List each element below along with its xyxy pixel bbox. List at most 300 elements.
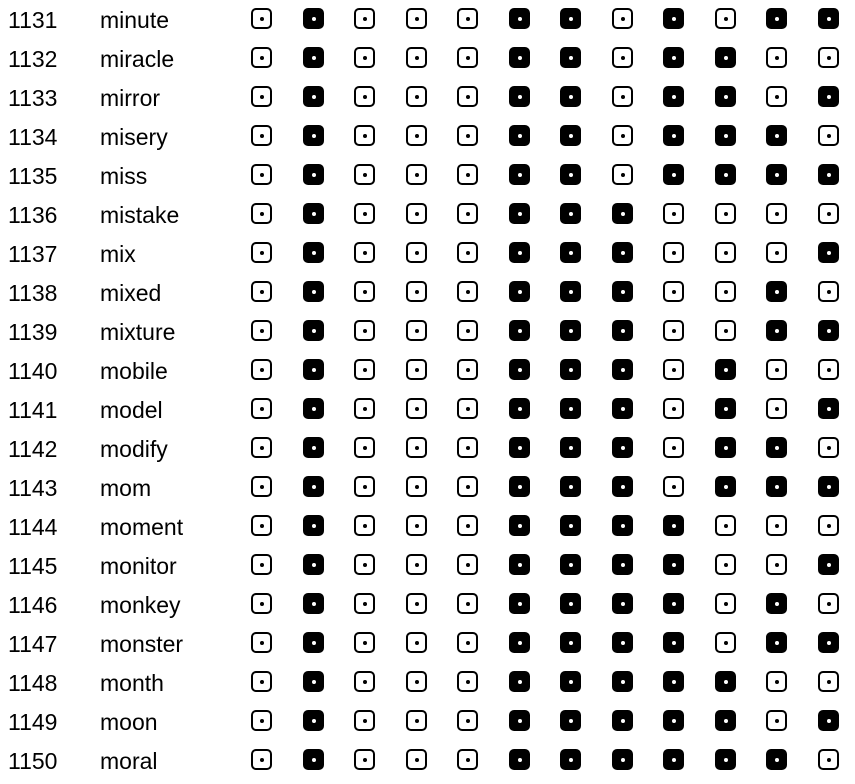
empty-dot-box-icon — [354, 125, 375, 146]
empty-dot-box-icon — [457, 398, 478, 419]
empty-dot-box-icon — [766, 710, 787, 731]
empty-dot-box-icon — [663, 476, 684, 497]
filled-dot-box-icon — [560, 515, 581, 536]
table-row — [0, 706, 855, 745]
row-index: 1132 — [8, 46, 58, 72]
filled-dot-box-icon — [560, 671, 581, 692]
filled-dot-box-icon — [715, 164, 736, 185]
row-index: 1134 — [8, 124, 58, 150]
row-index: 1140 — [8, 358, 58, 384]
empty-dot-box-icon — [766, 398, 787, 419]
filled-dot-box-icon — [612, 398, 633, 419]
table-row — [0, 589, 855, 628]
empty-dot-box-icon — [406, 710, 427, 731]
empty-dot-box-icon — [663, 242, 684, 263]
empty-dot-box-icon — [251, 710, 272, 731]
filled-dot-box-icon — [715, 47, 736, 68]
row-word: mobile — [100, 358, 168, 384]
empty-dot-box-icon — [354, 47, 375, 68]
filled-dot-box-icon — [509, 671, 530, 692]
table-row — [0, 433, 855, 472]
row-word: mom — [100, 475, 152, 501]
empty-dot-box-icon — [766, 242, 787, 263]
filled-dot-box-icon — [818, 554, 839, 575]
empty-dot-box-icon — [715, 515, 736, 536]
filled-dot-box-icon — [509, 164, 530, 185]
empty-dot-box-icon — [457, 632, 478, 653]
filled-dot-box-icon — [715, 671, 736, 692]
filled-dot-box-icon — [560, 749, 581, 770]
empty-dot-box-icon — [354, 398, 375, 419]
empty-dot-box-icon — [612, 86, 633, 107]
row-word: mirror — [100, 85, 161, 111]
empty-dot-box-icon — [715, 320, 736, 341]
row-word: miracle — [100, 46, 175, 72]
empty-dot-box-icon — [354, 632, 375, 653]
empty-dot-box-icon — [612, 47, 633, 68]
filled-dot-box-icon — [818, 710, 839, 731]
table-row — [0, 394, 855, 433]
filled-dot-box-icon — [303, 437, 324, 458]
filled-dot-box-icon — [766, 476, 787, 497]
empty-dot-box-icon — [715, 281, 736, 302]
row-word: model — [100, 397, 163, 423]
filled-dot-box-icon — [303, 320, 324, 341]
empty-dot-box-icon — [406, 671, 427, 692]
row-index: 1150 — [8, 748, 58, 774]
row-index: 1139 — [8, 319, 58, 345]
empty-dot-box-icon — [251, 398, 272, 419]
filled-dot-box-icon — [663, 554, 684, 575]
row-word: mixed — [100, 280, 162, 306]
empty-dot-box-icon — [766, 515, 787, 536]
empty-dot-box-icon — [406, 749, 427, 770]
filled-dot-box-icon — [560, 203, 581, 224]
empty-dot-box-icon — [251, 8, 272, 29]
empty-dot-box-icon — [457, 437, 478, 458]
filled-dot-box-icon — [663, 632, 684, 653]
empty-dot-box-icon — [251, 320, 272, 341]
empty-dot-box-icon — [457, 320, 478, 341]
empty-dot-box-icon — [766, 47, 787, 68]
empty-dot-box-icon — [251, 242, 272, 263]
filled-dot-box-icon — [560, 632, 581, 653]
filled-dot-box-icon — [560, 710, 581, 731]
empty-dot-box-icon — [251, 515, 272, 536]
filled-dot-box-icon — [509, 203, 530, 224]
filled-dot-box-icon — [509, 125, 530, 146]
filled-dot-box-icon — [509, 554, 530, 575]
filled-dot-box-icon — [560, 47, 581, 68]
filled-dot-box-icon — [560, 8, 581, 29]
empty-dot-box-icon — [612, 8, 633, 29]
empty-dot-box-icon — [354, 710, 375, 731]
empty-dot-box-icon — [406, 125, 427, 146]
filled-dot-box-icon — [560, 281, 581, 302]
empty-dot-box-icon — [457, 671, 478, 692]
row-index: 1141 — [8, 397, 58, 423]
empty-dot-box-icon — [251, 632, 272, 653]
empty-dot-box-icon — [457, 125, 478, 146]
filled-dot-box-icon — [663, 671, 684, 692]
empty-dot-box-icon — [406, 398, 427, 419]
empty-dot-box-icon — [663, 437, 684, 458]
empty-dot-box-icon — [354, 242, 375, 263]
filled-dot-box-icon — [612, 593, 633, 614]
filled-dot-box-icon — [612, 281, 633, 302]
filled-dot-box-icon — [715, 398, 736, 419]
empty-dot-box-icon — [457, 8, 478, 29]
filled-dot-box-icon — [303, 8, 324, 29]
filled-dot-box-icon — [715, 476, 736, 497]
filled-dot-box-icon — [509, 749, 530, 770]
row-index: 1143 — [8, 475, 58, 501]
filled-dot-box-icon — [303, 749, 324, 770]
empty-dot-box-icon — [663, 281, 684, 302]
empty-dot-box-icon — [251, 164, 272, 185]
empty-dot-box-icon — [663, 359, 684, 380]
filled-dot-box-icon — [303, 593, 324, 614]
filled-dot-box-icon — [509, 515, 530, 536]
filled-dot-box-icon — [509, 320, 530, 341]
row-word: mixture — [100, 319, 176, 345]
row-index: 1136 — [8, 202, 58, 228]
empty-dot-box-icon — [457, 359, 478, 380]
empty-dot-box-icon — [818, 47, 839, 68]
empty-dot-box-icon — [406, 47, 427, 68]
empty-dot-box-icon — [457, 242, 478, 263]
filled-dot-box-icon — [818, 242, 839, 263]
row-word: misery — [100, 124, 168, 150]
filled-dot-box-icon — [766, 632, 787, 653]
row-word: moral — [100, 748, 158, 774]
row-index: 1145 — [8, 553, 58, 579]
table-row — [0, 238, 855, 277]
filled-dot-box-icon — [663, 86, 684, 107]
empty-dot-box-icon — [354, 164, 375, 185]
filled-dot-box-icon — [612, 320, 633, 341]
empty-dot-box-icon — [251, 437, 272, 458]
empty-dot-box-icon — [354, 203, 375, 224]
filled-dot-box-icon — [612, 359, 633, 380]
empty-dot-box-icon — [612, 125, 633, 146]
filled-dot-box-icon — [612, 554, 633, 575]
filled-dot-box-icon — [560, 359, 581, 380]
filled-dot-box-icon — [509, 593, 530, 614]
filled-dot-box-icon — [818, 398, 839, 419]
empty-dot-box-icon — [612, 164, 633, 185]
filled-dot-box-icon — [303, 86, 324, 107]
empty-dot-box-icon — [457, 164, 478, 185]
filled-dot-box-icon — [766, 8, 787, 29]
empty-dot-box-icon — [251, 86, 272, 107]
table-row — [0, 199, 855, 238]
filled-dot-box-icon — [715, 710, 736, 731]
filled-dot-box-icon — [303, 476, 324, 497]
empty-dot-box-icon — [818, 125, 839, 146]
filled-dot-box-icon — [303, 398, 324, 419]
empty-dot-box-icon — [354, 554, 375, 575]
empty-dot-box-icon — [406, 242, 427, 263]
table-row — [0, 511, 855, 550]
row-index: 1138 — [8, 280, 58, 306]
filled-dot-box-icon — [766, 125, 787, 146]
empty-dot-box-icon — [457, 203, 478, 224]
filled-dot-box-icon — [766, 593, 787, 614]
filled-dot-box-icon — [303, 632, 324, 653]
filled-dot-box-icon — [509, 86, 530, 107]
row-index: 1133 — [8, 85, 58, 111]
filled-dot-box-icon — [560, 164, 581, 185]
empty-dot-box-icon — [406, 86, 427, 107]
empty-dot-box-icon — [715, 554, 736, 575]
filled-dot-box-icon — [766, 749, 787, 770]
empty-dot-box-icon — [766, 554, 787, 575]
empty-dot-box-icon — [715, 8, 736, 29]
empty-dot-box-icon — [715, 632, 736, 653]
empty-dot-box-icon — [818, 359, 839, 380]
empty-dot-box-icon — [354, 749, 375, 770]
empty-dot-box-icon — [715, 242, 736, 263]
empty-dot-box-icon — [818, 515, 839, 536]
row-index: 1147 — [8, 631, 58, 657]
empty-dot-box-icon — [766, 86, 787, 107]
filled-dot-box-icon — [560, 554, 581, 575]
empty-dot-box-icon — [406, 632, 427, 653]
row-index: 1148 — [8, 670, 58, 696]
row-index: 1131 — [8, 7, 58, 33]
row-word: moment — [100, 514, 184, 540]
filled-dot-box-icon — [612, 437, 633, 458]
empty-dot-box-icon — [406, 593, 427, 614]
filled-dot-box-icon — [303, 359, 324, 380]
empty-dot-box-icon — [818, 749, 839, 770]
filled-dot-box-icon — [766, 164, 787, 185]
filled-dot-box-icon — [818, 476, 839, 497]
row-index: 1137 — [8, 241, 58, 267]
filled-dot-box-icon — [560, 476, 581, 497]
empty-dot-box-icon — [251, 47, 272, 68]
table-row — [0, 277, 855, 316]
filled-dot-box-icon — [303, 281, 324, 302]
filled-dot-box-icon — [663, 125, 684, 146]
empty-dot-box-icon — [663, 320, 684, 341]
empty-dot-box-icon — [354, 476, 375, 497]
empty-dot-box-icon — [406, 203, 427, 224]
empty-dot-box-icon — [457, 281, 478, 302]
empty-dot-box-icon — [406, 554, 427, 575]
empty-dot-box-icon — [354, 86, 375, 107]
empty-dot-box-icon — [663, 203, 684, 224]
filled-dot-box-icon — [612, 476, 633, 497]
filled-dot-box-icon — [766, 281, 787, 302]
filled-dot-box-icon — [766, 437, 787, 458]
empty-dot-box-icon — [663, 398, 684, 419]
empty-dot-box-icon — [354, 281, 375, 302]
filled-dot-box-icon — [303, 242, 324, 263]
filled-dot-box-icon — [818, 86, 839, 107]
empty-dot-box-icon — [457, 515, 478, 536]
filled-dot-box-icon — [612, 710, 633, 731]
empty-dot-box-icon — [766, 203, 787, 224]
empty-dot-box-icon — [766, 671, 787, 692]
filled-dot-box-icon — [303, 554, 324, 575]
filled-dot-box-icon — [612, 671, 633, 692]
filled-dot-box-icon — [663, 710, 684, 731]
filled-dot-box-icon — [560, 437, 581, 458]
filled-dot-box-icon — [818, 164, 839, 185]
empty-dot-box-icon — [354, 671, 375, 692]
filled-dot-box-icon — [560, 593, 581, 614]
row-index: 1142 — [8, 436, 58, 462]
empty-dot-box-icon — [818, 437, 839, 458]
filled-dot-box-icon — [715, 125, 736, 146]
empty-dot-box-icon — [457, 476, 478, 497]
row-index: 1135 — [8, 163, 58, 189]
filled-dot-box-icon — [663, 164, 684, 185]
filled-dot-box-icon — [663, 593, 684, 614]
filled-dot-box-icon — [612, 242, 633, 263]
filled-dot-box-icon — [303, 47, 324, 68]
empty-dot-box-icon — [354, 437, 375, 458]
filled-dot-box-icon — [303, 125, 324, 146]
filled-dot-box-icon — [560, 125, 581, 146]
row-word: monster — [100, 631, 184, 657]
empty-dot-box-icon — [251, 749, 272, 770]
row-word: modify — [100, 436, 168, 462]
empty-dot-box-icon — [818, 671, 839, 692]
empty-dot-box-icon — [354, 320, 375, 341]
empty-dot-box-icon — [406, 164, 427, 185]
table-row — [0, 355, 855, 394]
empty-dot-box-icon — [406, 476, 427, 497]
empty-dot-box-icon — [715, 203, 736, 224]
table-row — [0, 628, 855, 667]
filled-dot-box-icon — [509, 8, 530, 29]
empty-dot-box-icon — [354, 593, 375, 614]
empty-dot-box-icon — [818, 593, 839, 614]
empty-dot-box-icon — [406, 320, 427, 341]
filled-dot-box-icon — [303, 164, 324, 185]
filled-dot-box-icon — [715, 359, 736, 380]
row-word: monitor — [100, 553, 177, 579]
empty-dot-box-icon — [457, 554, 478, 575]
empty-dot-box-icon — [251, 554, 272, 575]
row-index: 1149 — [8, 709, 58, 735]
filled-dot-box-icon — [612, 749, 633, 770]
filled-dot-box-icon — [303, 515, 324, 536]
table-row — [0, 316, 855, 355]
filled-dot-box-icon — [303, 671, 324, 692]
table-row — [0, 43, 855, 82]
filled-dot-box-icon — [766, 320, 787, 341]
table-row — [0, 472, 855, 511]
row-word: mistake — [100, 202, 180, 228]
filled-dot-box-icon — [715, 749, 736, 770]
filled-dot-box-icon — [715, 437, 736, 458]
filled-dot-box-icon — [818, 320, 839, 341]
filled-dot-box-icon — [560, 242, 581, 263]
filled-dot-box-icon — [663, 8, 684, 29]
filled-dot-box-icon — [663, 515, 684, 536]
empty-dot-box-icon — [457, 593, 478, 614]
table-row — [0, 121, 855, 160]
table-row — [0, 550, 855, 589]
empty-dot-box-icon — [766, 359, 787, 380]
filled-dot-box-icon — [509, 710, 530, 731]
empty-dot-box-icon — [715, 593, 736, 614]
empty-dot-box-icon — [406, 515, 427, 536]
filled-dot-box-icon — [560, 398, 581, 419]
filled-dot-box-icon — [303, 710, 324, 731]
empty-dot-box-icon — [457, 86, 478, 107]
row-index: 1144 — [8, 514, 58, 540]
filled-dot-box-icon — [663, 749, 684, 770]
empty-dot-box-icon — [457, 710, 478, 731]
filled-dot-box-icon — [818, 632, 839, 653]
empty-dot-box-icon — [251, 281, 272, 302]
row-index: 1146 — [8, 592, 58, 618]
empty-dot-box-icon — [406, 8, 427, 29]
empty-dot-box-icon — [251, 671, 272, 692]
row-word: monkey — [100, 592, 181, 618]
filled-dot-box-icon — [509, 632, 530, 653]
empty-dot-box-icon — [251, 359, 272, 380]
empty-dot-box-icon — [354, 359, 375, 380]
empty-dot-box-icon — [354, 515, 375, 536]
filled-dot-box-icon — [509, 359, 530, 380]
empty-dot-box-icon — [406, 359, 427, 380]
filled-dot-box-icon — [715, 86, 736, 107]
empty-dot-box-icon — [251, 125, 272, 146]
empty-dot-box-icon — [818, 203, 839, 224]
filled-dot-box-icon — [560, 320, 581, 341]
empty-dot-box-icon — [251, 203, 272, 224]
filled-dot-box-icon — [663, 47, 684, 68]
filled-dot-box-icon — [509, 437, 530, 458]
empty-dot-box-icon — [251, 476, 272, 497]
filled-dot-box-icon — [560, 86, 581, 107]
row-word: moon — [100, 709, 158, 735]
empty-dot-box-icon — [818, 281, 839, 302]
filled-dot-box-icon — [509, 281, 530, 302]
row-word: minute — [100, 7, 170, 33]
table-row — [0, 82, 855, 121]
empty-dot-box-icon — [406, 281, 427, 302]
table-row — [0, 160, 855, 199]
filled-dot-box-icon — [612, 203, 633, 224]
filled-dot-box-icon — [818, 8, 839, 29]
table-row — [0, 4, 855, 43]
row-word: mix — [100, 241, 136, 267]
table-row — [0, 745, 855, 784]
empty-dot-box-icon — [457, 749, 478, 770]
empty-dot-box-icon — [406, 437, 427, 458]
empty-dot-box-icon — [457, 47, 478, 68]
filled-dot-box-icon — [509, 47, 530, 68]
filled-dot-box-icon — [509, 242, 530, 263]
filled-dot-box-icon — [509, 476, 530, 497]
empty-dot-box-icon — [251, 593, 272, 614]
filled-dot-box-icon — [509, 398, 530, 419]
filled-dot-box-icon — [612, 515, 633, 536]
filled-dot-box-icon — [303, 203, 324, 224]
row-word: miss — [100, 163, 148, 189]
table-row — [0, 667, 855, 706]
row-word: month — [100, 670, 164, 696]
filled-dot-box-icon — [612, 632, 633, 653]
empty-dot-box-icon — [354, 8, 375, 29]
